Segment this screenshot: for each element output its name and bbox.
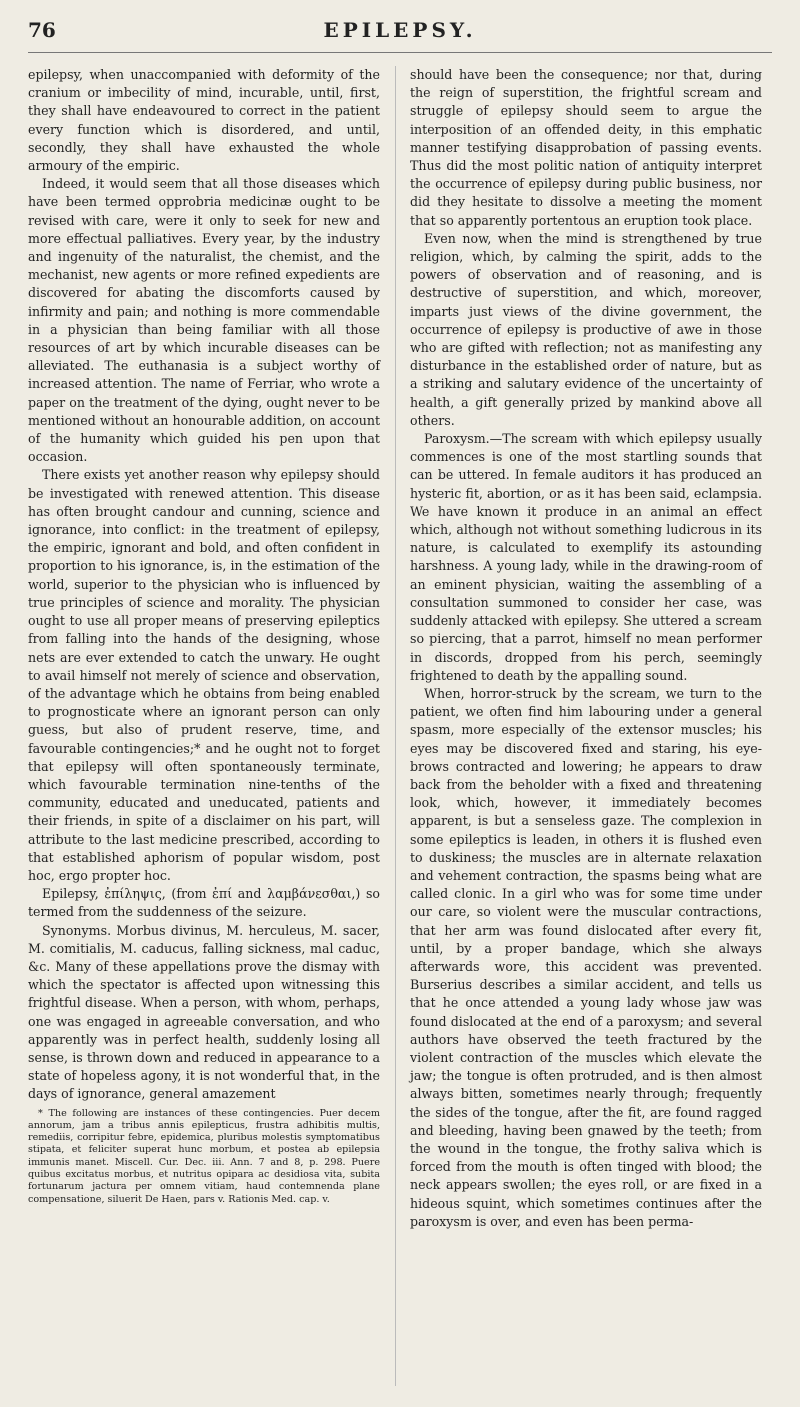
- footnote-text: * The following are instances of these contingencies. Puer decem annorum, jam a tribus annis epilepticus, frustra adhibitis multis, remediis, corripitur febre, epidemica, pluribus molestis symptomatibus stipata, et feliciter superat hunc morbum, et postea ab epilepsia immunis manet. Miscell. Cur. Dec. iii. Ann. 7 and 8, p. 298. Puere quibus excitatus morbus, et nutritus opipara ac desidiosa vita, subita fortunarum jactura per omnem vitiam, haud contemnenda plane compensatione, siluerit De Haen, pars v. Rationis Med. cap. v.: [28, 1107, 380, 1205]
- page-header: [28, 18, 772, 46]
- paragraph: Epilepsy, ἐπίληψις, (from ἐπί and λαμβάνεσθαι,) so termed from the suddenness of the seizure.: [28, 886, 380, 920]
- paragraph: Paroxysm.—The scream with which epilepsy usually commences is one of the most startling sounds that can be uttered. In female auditors it has produced an hysteric fit, abortion, or as it has been said, eclampsia. We have known it produce in an animal an effect which, although not without something ludicrous in its nature, is calculated to exemplify its astounding harshness. A young lady, while in the drawing-room of an eminent physician, waiting the assembling of a consultation summoned to consider her case, was suddenly attacked with epilepsy. She uttered a scream so piercing, that a parrot, himself no mean performer in discords, dropped from his perch, seemingly frightened to death by the appalling sound.: [410, 431, 762, 683]
- paragraph: should have been the consequence; nor that, during the reign of superstition, the frightful scream and struggle of epilepsy should seem to argue the interposition of an offended deity, in this emphatic manner testifying disapprobation of passing events. Thus did the most politic nation of antiquity interpret the occurrence of epilepsy during public business, nor did they hesitate to dissolve a meeting the moment that so apparently portentous an eruption took place.: [410, 67, 762, 228]
- paragraph: Indeed, it would seem that all those diseases which have been termed opprobria medicinæ ought to be revised with care, were it only to seek for new and more effectual palliatives. Every year, by the industry and ingenuity of the naturalist, the chemist, and the mechanist, new agents or more refined expedients are discovered for abating the discomforts caused by infirmity and pain; and nothing is more commendable in a physician than being familiar with all those resources of art by which incurable diseases can be alleviated. The euthanasia is a subject worthy of increased attention. The name of Ferriar, who wrote a paper on the treatment of the dying, ought never to be mentioned without an honourable addition, on account of the humanity which guided his pen upon that occasion.: [28, 176, 380, 465]
- footnote: [28, 1108, 380, 1206]
- paragraph: Synonyms. Morbus divinus, M. herculeus, M. sacer, M. comitialis, M. caducus, falling sickness, mal caduc, &c. Many of these appellations prove the dismay with which the spectator is affected upon witnessing this frightful disease. When a person, with whom, perhaps, one was engaged in agreeable conversation, and who apparently was in perfect health, suddenly losing all sense, is thrown down and reduced in appearance to a state of hopeless agony, it is not wonderful that, in the days of ignorance, general amazement: [28, 922, 380, 1102]
- right-column: [410, 66, 762, 1231]
- paragraph: Even now, when the mind is strengthened by true religion, which, by calming the spirit, adds to the powers of observation and of reasoning, and is destructive of superstition, and which, moreover, imparts just views of the divine government, the occurrence of epilepsy is productive of awe in those who are gifted with reflection; not as manifesting any disturbance in the established order of nature, but as a striking and salutary evidence of the uncertainty of health, a gift generally prized by mankind above all others.: [410, 230, 762, 428]
- column-gutter: [395, 66, 397, 1386]
- page-number: 76: [28, 18, 56, 42]
- header-rule: [28, 52, 772, 53]
- left-column: [28, 66, 380, 1206]
- running-title: EPILEPSY.: [323, 18, 477, 42]
- paragraph: When, horror-struck by the scream, we turn to the patient, we often find him labouring under a general spasm, more especially of the extensor muscles; his eyes may be discovered fixed and staring, his eye-brows contracted and lowering; he appears to draw back from the beholder with a fixed and threatening look, which, however, it immediately becomes apparent, is but a senseless gaze. The complexion in some epileptics is leaden, in others it is flushed even to duskiness; the muscles are in alternate relaxation and vehement contraction, the spasms being what are called clonic. In a girl who was for some time under our care, so violent were the muscular contractions, that her arm was found dislocated after every fit, until, by a proper bandage, which she always afterwards wore, this accident was prevented. Burserius describes a similar accident, and tells us that he once attended a young lady whose jaw was found dislocated at the end of a paroxysm; and several authors have observed the teeth fractured by the violent contraction of the muscles which elevate the jaw; the tongue is often protruded, and is then almost always bitten, sometimes nearly through; frequently the sides of the tongue, after the fit, are found ragged and bleeding, having been gnawed by the teeth; from the wound in the tongue, the frothy saliva which is forced from the mouth is often tinged with blood; the neck appears swollen; the eyes roll, or are fixed in a hideous squint, which sometimes continues after the paroxysm is over, and even has been perma-: [410, 685, 762, 1229]
- paragraph: There exists yet another reason why epilepsy should be investigated with renewed attention. This disease has often brought candour and cunning, science and ignorance, into conflict: in the treatment of epilepsy, the empiric, ignorant and bold, and often confident in proportion to his ignorance, is, in the estimation of the world, superior to the physician who is influenced by true principles of science and morality. The physician ought to use all proper means of preserving epileptics from falling into the hands of the designing, whose nets are ever extended to catch the unwary. He ought to avail himself not merely of science and observation, of the advantage which he obtains from being enabled to prognosticate where an ignorant person can only guess, but also of prudent reserve, time, and favourable contingencies;* and he ought not to forget that epilepsy will often spontaneously terminate, which favourable termination nine-tenths of the community, educated and uneducated, patients and their friends, in spite of a disclaimer on his part, will attribute to the last medicine prescribed, according to that established aphorism of popular wisdom, post hoc, ergo propter hoc.: [28, 467, 380, 883]
- paragraph: epilepsy, when unaccompanied with deformity of the cranium or imbecility of mind, incurable, until, first, they shall have endeavoured to correct in the patient every function which is disordered, and until, secondly, they shall have exhausted the whole armoury of the empiric.: [28, 67, 380, 174]
